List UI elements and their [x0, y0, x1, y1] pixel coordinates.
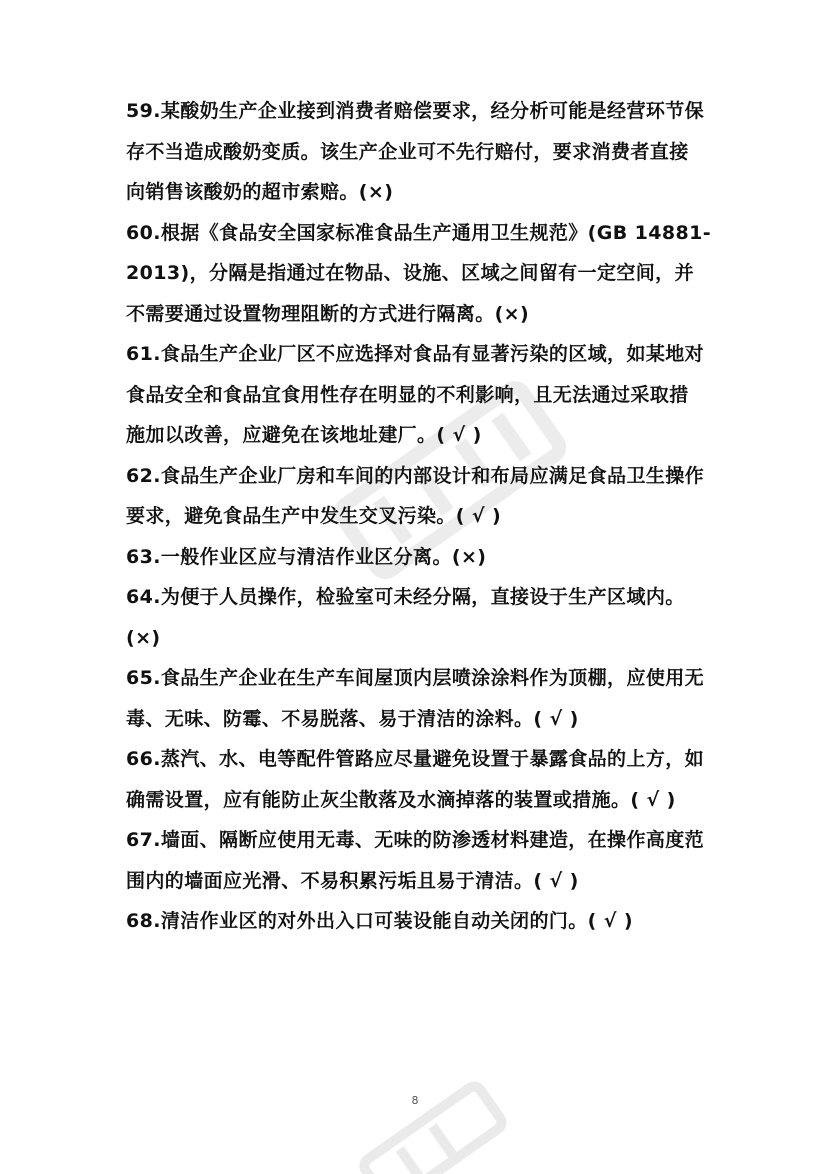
text-line: 60.根据《食品安全国家标准食品生产通用卫生规范》(GB 14881- — [126, 221, 712, 244]
text-line: (×) — [126, 626, 161, 649]
text-line: 66.蒸汽、水、电等配件管路应尽量避免设置于暴露食品的上方，如 — [126, 748, 705, 770]
text-line: 围内的墙面应光滑、不易积累污垢且易于清洁。( √ ) — [126, 869, 579, 892]
text-line: 63.一般作业区应与清洁作业区分离。(×) — [126, 545, 487, 568]
text-line: 毒、无味、防霉、不易脱落、易于清洁的涂料。( √ ) — [126, 707, 579, 730]
text-line: 存不当造成酸奶变质。该生产企业可不先行赔付，要求消费者直接 — [126, 140, 689, 163]
text-line: 64.为便于人员操作，检验室可未经分隔，直接设于生产区域内。 — [126, 586, 685, 608]
text-line: 向销售该酸奶的超市索赔。(×) — [126, 181, 394, 203]
page-number: 8 — [411, 1094, 419, 1107]
text-line: 食品安全和食品宜食用性存在明显的不利影响，且无法通过采取措 — [126, 383, 689, 406]
text-line: 62.食品生产企业厂房和车间的内部设计和布局应满足食品卫生操作 — [126, 464, 705, 487]
text-line: 施加以改善，应避免在该地址建厂。( √ ) — [126, 424, 482, 446]
text-line: 61.食品生产企业厂区不应选择对食品有显著污染的区域，如某地对 — [126, 343, 705, 365]
text-line: 59.某酸奶生产企业接到消费者赔偿要求，经分析可能是经营环节保 — [126, 100, 705, 122]
text-line: 要求，避免食品生产中发生交叉污染。( √ ) — [126, 505, 502, 527]
text-line: 65.食品生产企业在生产车间屋顶内层喷涂涂料作为顶棚，应使用无 — [126, 667, 705, 689]
text-line: 不需要通过设置物理阻断的方式进行隔离。(×) — [126, 302, 530, 325]
text-line: 2013)，分隔是指通过在物品、设施、区域之间留有一定空间，并 — [126, 262, 694, 284]
text-line: 67.墙面、隔断应使用无毒、无味的防渗透材料建造，在操作高度范 — [126, 829, 705, 851]
question-list — [126, 91, 716, 942]
text-line: 确需设置，应有能防止灰尘散落及水滴掉落的装置或措施。( √ ) — [126, 788, 676, 811]
text-line: 68.清洁作业区的对外出入口可装设能自动关闭的门。( √ ) — [126, 910, 633, 932]
